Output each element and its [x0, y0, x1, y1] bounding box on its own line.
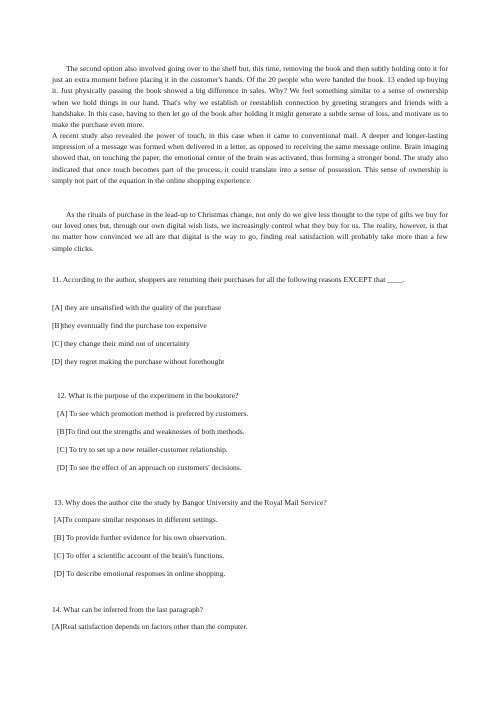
option-c: [C] they change their mind out of uncertainty	[52, 339, 190, 348]
question-stem: 12. What is the purpose of the experiment in the bookstore?	[57, 391, 239, 400]
passage-paragraph-3: As the rituals of purchase in the lead-up to Christmas change, not only do we give less thought to the type of gifts we buy for our loved ones but, through our own digital wish lists, we increasingly control what they buy for us. The reality, however, is that no matter how convinced we all are that digital is the way to go, finding real satisfaction will probably take more than a few simple clicks.	[52, 210, 448, 253]
passage-paragraph-2: A recent study also revealed the power of touch, in this case when it came to conventional mail. A deeper and longer-lasting impression of a message was formed when delivered in a letter, as opposed to receiving the same message online. Brain imaging showed that, on touching the paper, the emotional center of the brain was activated, thus forming a stronger bond. The study also indicated that once touch becomes part of the process, it could translate into a sense of possession. This sense of ownership is simply not part of the equation in the online shopping experience.	[52, 131, 448, 185]
option-d: [D] they regret making the purchase without forethought	[52, 357, 225, 366]
option-a: [A]To compare similar responses in different settings.	[54, 515, 218, 524]
question-11	[52, 274, 448, 366]
question-14	[52, 604, 448, 631]
question-stem: 14. What can be inferred from the last paragraph?	[52, 605, 204, 614]
option-d: [D] To describe emotional responses in online shopping.	[54, 569, 226, 578]
option-b: [B]they eventually find the purchase too expensive	[52, 321, 207, 330]
option-a: [A] To see which promotion method is preferred by customers.	[57, 409, 249, 418]
question-stem: 13. Why does the author cite the study by Bangor University and the Royal Mail Service?	[54, 498, 327, 507]
question-13	[54, 497, 450, 578]
option-c: [C] To offer a scientific account of the brain's functions.	[54, 551, 225, 560]
option-a: [A]Real satisfaction depends on factors other than the computer.	[52, 622, 248, 631]
option-b: [B]To find out the strengths and weaknesses of both methods.	[57, 427, 245, 436]
option-d: [D] To see the effect of an approach on customers' decisions.	[57, 463, 242, 472]
passage-paragraph-1: The second option also involved going over to the shelf but, this time, removing the book and then subtly holding onto it for just an extra moment before placing it in the customer's hands. Of the 20 people who were handed the book. 13 ended up buying it. Just physically passing the book showed a big difference in sales. Why? We feel something similar to a sense of ownership when we hold things in our hand. That's why we establish or reestablish connection by greeting strangers and friends with a handshake. In this case, having to then let go of the book after holding it might generate a subtle sense of loss, and motivate us to make the purchase even more.	[52, 64, 448, 130]
option-b: [B] To provide further evidence for his own observation.	[54, 533, 227, 542]
question-12	[57, 390, 453, 472]
question-stem: 11. According to the author, shoppers are returning their purchases for all the following reasons EXCEPT that ____.	[52, 275, 405, 284]
option-c: [C] To try to set up a new retailer-customer relationship.	[57, 445, 228, 454]
option-a: [A] they are unsatisfied with the quality of the purchase	[52, 303, 222, 312]
